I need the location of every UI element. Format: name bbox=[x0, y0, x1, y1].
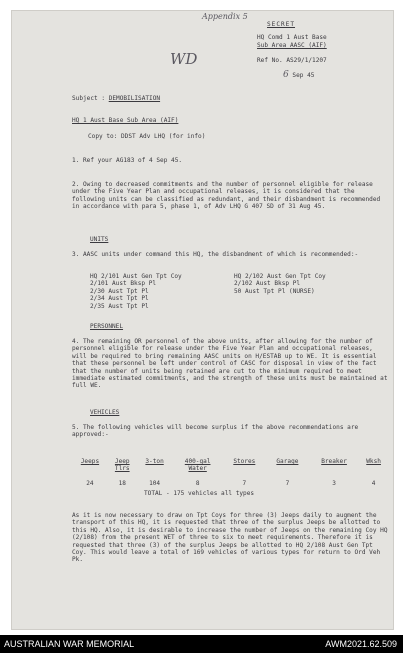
table-cell: 104 bbox=[149, 479, 161, 487]
footer-accession-number: AWM2021.62.509 bbox=[325, 639, 397, 649]
vehicle-total: TOTAL - 175 vehicles all types bbox=[144, 490, 255, 497]
paragraph-5: 5. The following vehicles will become surplus if the above recommendations are approved:- bbox=[72, 424, 359, 439]
table-header: Jeep Tlrs bbox=[114, 458, 130, 473]
handwritten-initials: WD bbox=[170, 50, 198, 68]
unit-item: HQ 2/101 Aust Gen Tpt Coy bbox=[90, 273, 182, 280]
footer-bar bbox=[0, 635, 403, 653]
document-page bbox=[11, 10, 394, 630]
heading-units: UNITS bbox=[90, 236, 109, 243]
paragraph-6: As it is now necessary to draw on Tpt Coys for three (3) Jeeps daily to augment the transport of this HQ, it is requested that three of the surplus Jeeps be allotted to this HQ. Also, it is desirable to increase the number of Jeeps on the remaining Coy HQ (2/108) from the present WET of three to six to meet requirements. Therefore it is requested that three (3) of the surplus Jeeps be allotted to HQ 2/108 Aust Gen Tpt Coy. This would leave a total of 169 vehicles of various types for return to Ord Veh Pk. bbox=[72, 512, 388, 564]
surplus-vehicles-table bbox=[72, 458, 388, 487]
table-cell: 24 bbox=[86, 479, 94, 487]
subject-label: Subject : bbox=[72, 95, 106, 102]
table-row bbox=[72, 473, 388, 487]
table-header: 3-ton bbox=[145, 458, 164, 465]
document-date bbox=[283, 72, 314, 79]
table-cell: 18 bbox=[118, 479, 126, 487]
paragraph-3: 3. AASC units under command this HQ, the disbandment of which is recommended:- bbox=[72, 251, 359, 258]
footer-institution: AUSTRALIAN WAR MEMORIAL bbox=[4, 639, 135, 649]
unit-item: HQ 2/102 Aust Gen Tpt Coy bbox=[234, 273, 326, 280]
addressee: HQ 1 Aust Base Sub Area (AIF) bbox=[72, 117, 179, 124]
from-line-1: HQ Comd 1 Aust Base bbox=[257, 34, 327, 41]
paragraph-1: 1. Ref your AG183 of 4 Sep 45. bbox=[72, 157, 183, 164]
unit-item: 2/101 Aust Bksp Pl bbox=[90, 280, 157, 288]
table-cell: 8 bbox=[195, 479, 200, 487]
table-cell: 4 bbox=[371, 479, 376, 487]
unit-item: 2/30 Aust Tpt Pl bbox=[90, 287, 149, 295]
paragraph-2: 2. Owing to decreased commitments and the number of personnel eligible for release under the Five Year Plan and occupational releases, it is considered that the following units can be classified as redundant, and their disbandment is recommended in accordance with para 5, phase 1, of Adv LHQ G 407 SD of 31 Aug 45. bbox=[72, 181, 381, 211]
date-handwritten: 6 bbox=[283, 70, 289, 80]
classification-marking: SECRET bbox=[267, 21, 296, 28]
unit-item: 50 Aust Tpt Pl (NURSE) bbox=[234, 287, 315, 295]
table-cell: 7 bbox=[242, 479, 247, 487]
unit-item: 2/35 Aust Tpt Pl bbox=[90, 302, 149, 310]
subject-line bbox=[72, 95, 160, 102]
table-header: Stores bbox=[233, 458, 256, 465]
table-header: 400-gal Water bbox=[184, 458, 211, 473]
table-header-row bbox=[72, 458, 388, 473]
paragraph-4: 4. The remaining OR personnel of the above units, after allowing for the number of personnel eligible for release under the Five Year Plan and occupational releases, will be required to bring remaining AASC units on H/ESTAB up to WE. It is essential that these personnel be left under control of CASC for disposal in view of the fact that the number of units being retained are cut to the minimum required to meet immediate estimated commitments, and the strength of these units must be maintained at full WE. bbox=[72, 338, 388, 390]
copy-to: Copy to: DDST Adv LHQ (for info) bbox=[88, 133, 206, 140]
unit-item: 2/34 Aust Tpt Pl bbox=[90, 295, 149, 303]
table-header: Jeeps bbox=[80, 458, 100, 465]
heading-vehicles: VEHICLES bbox=[90, 409, 120, 416]
table-cell: 3 bbox=[332, 479, 336, 487]
table-header: Breaker bbox=[321, 458, 347, 465]
handwritten-note: Appendix 5 bbox=[202, 12, 248, 21]
date-typed: Sep 45 bbox=[292, 72, 315, 79]
table-header: Wksh bbox=[366, 458, 381, 465]
from-line-2: Sub Area AASC (AIF) bbox=[257, 42, 327, 49]
reference-number: Ref No. AS29/1/1207 bbox=[257, 57, 327, 64]
heading-personnel: PERSONNEL bbox=[90, 323, 124, 330]
unit-item: 2/102 Aust Bksp Pl bbox=[234, 280, 301, 288]
subject-text: DEMOBILISATION bbox=[108, 95, 161, 102]
units-list-right bbox=[234, 273, 326, 295]
table-cell: 7 bbox=[285, 479, 290, 487]
table-header: Garage bbox=[276, 458, 299, 465]
units-list-left bbox=[90, 273, 182, 310]
